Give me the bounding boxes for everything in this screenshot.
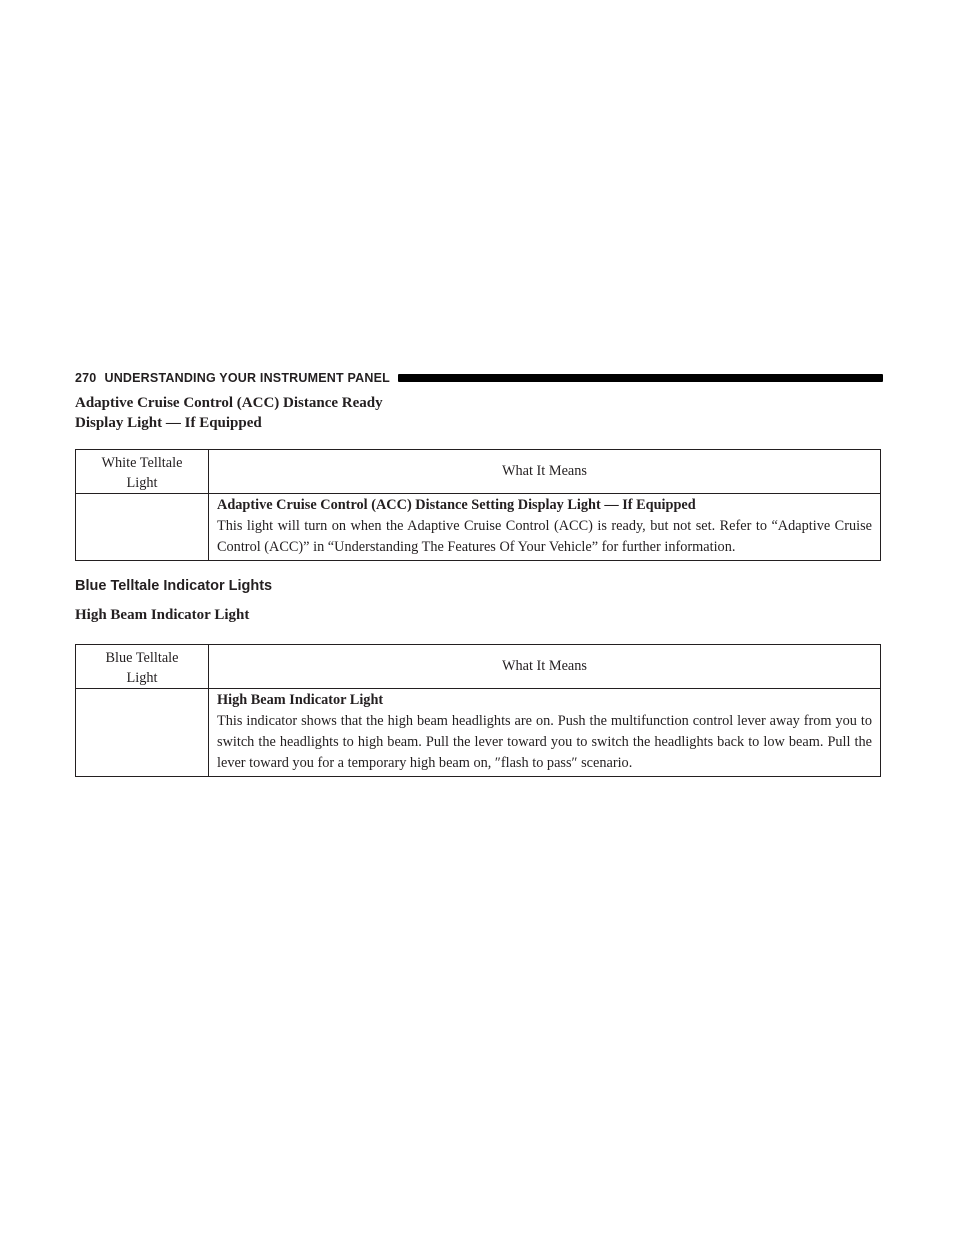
blue-telltale-table	[75, 644, 881, 777]
meaning-cell	[209, 689, 881, 777]
acc-heading-line1: Adaptive Cruise Control (ACC) Distance Ready	[75, 395, 383, 411]
col2-header: What It Means	[209, 450, 881, 494]
header-rule	[398, 374, 883, 382]
page-header	[75, 370, 883, 386]
page-number: 270	[75, 371, 97, 385]
col2-header: What It Means	[209, 645, 881, 689]
col1-header-line1: White Telltale	[101, 455, 183, 471]
row-title: High Beam Indicator Light	[217, 692, 384, 708]
high-beam-heading: High Beam Indicator Light	[75, 607, 250, 623]
section-title: UNDERSTANDING YOUR INSTRUMENT PANEL	[104, 371, 390, 385]
row-text: This indicator shows that the high beam headlights are on. Push the multifunction control lever away from you to switch the headlights to high beam. Pull the lever toward you to switch the headlights back to low beam. Pull the lever toward you for a temporary high beam on, ″flash to pass″ scenario.	[217, 713, 872, 771]
table-header-row	[76, 645, 881, 689]
acc-heading	[75, 393, 383, 433]
row-text: This light will turn on when the Adaptive Cruise Control (ACC) is ready, but not set. Refer to “Adaptive Cruise Control (ACC)” in “Understanding The Features Of Your Vehicle” for further information.	[217, 518, 872, 555]
row-title: Adaptive Cruise Control (ACC) Distance Setting Display Light — If Equipped	[217, 497, 696, 513]
telltale-icon-cell	[76, 494, 209, 561]
acc-heading-line2: Display Light — If Equipped	[75, 415, 262, 431]
blue-telltale-title: Blue Telltale Indicator Lights	[75, 578, 273, 594]
telltale-icon-cell	[76, 689, 209, 777]
col1-header	[76, 450, 209, 494]
table-header-row	[76, 450, 881, 494]
col1-header-line1: Blue Telltale	[105, 650, 179, 666]
col1-header	[76, 645, 209, 689]
acc-telltale-table	[75, 449, 881, 561]
col1-header-line2: Light	[126, 670, 158, 686]
col1-header-line2: Light	[126, 475, 158, 491]
meaning-cell	[209, 494, 881, 561]
table-row	[76, 494, 881, 561]
table-row	[76, 689, 881, 777]
